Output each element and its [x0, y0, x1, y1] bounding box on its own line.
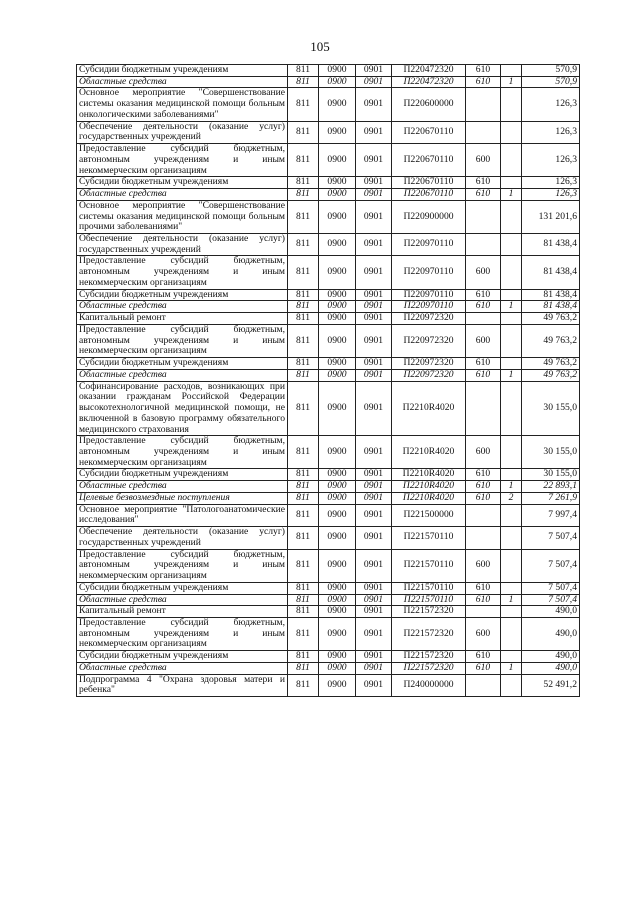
- row-section-code: 0900: [319, 301, 356, 313]
- table-row: [77, 369, 580, 381]
- row-expense-type: [466, 381, 501, 436]
- row-target-article: П221500000: [392, 504, 466, 526]
- row-amount: 126,3: [522, 189, 580, 201]
- row-funding-source: 2: [501, 492, 522, 504]
- row-amount: 22 893,1: [522, 481, 580, 493]
- row-name: Областные средства: [77, 481, 288, 493]
- row-expense-type: [466, 527, 501, 549]
- table-row: [77, 301, 580, 313]
- row-ministry-code: 811: [288, 189, 319, 201]
- table-row: [77, 469, 580, 481]
- row-expense-type: 600: [466, 144, 501, 177]
- table-row: [77, 527, 580, 549]
- row-funding-source: [501, 234, 522, 256]
- row-ministry-code: 811: [288, 177, 319, 189]
- table-row: [77, 88, 580, 121]
- row-section-code: 0900: [319, 313, 356, 325]
- row-funding-source: [501, 324, 522, 357]
- table-row: [77, 324, 580, 357]
- row-funding-source: [501, 88, 522, 121]
- table-row: [77, 549, 580, 582]
- row-ministry-code: 811: [288, 594, 319, 606]
- row-expense-type: 610: [466, 358, 501, 370]
- row-funding-source: [501, 200, 522, 233]
- row-name: Капитальный ремонт: [77, 313, 288, 325]
- row-subsection-code: 0901: [356, 606, 392, 618]
- row-subsection-code: 0901: [356, 324, 392, 357]
- table-row: [77, 617, 580, 650]
- row-subsection-code: 0901: [356, 76, 392, 88]
- row-funding-source: [501, 177, 522, 189]
- row-target-article: П221572320: [392, 617, 466, 650]
- row-ministry-code: 811: [288, 88, 319, 121]
- row-subsection-code: 0901: [356, 301, 392, 313]
- row-funding-source: [501, 381, 522, 436]
- row-section-code: 0900: [319, 121, 356, 143]
- row-ministry-code: 811: [288, 549, 319, 582]
- row-ministry-code: 811: [288, 256, 319, 289]
- row-funding-source: [501, 527, 522, 549]
- row-name: Обеспечение деятельности (оказание услуг) государственных учреждений: [77, 234, 288, 256]
- row-name: Целевые безвозмездные поступления: [77, 492, 288, 504]
- row-target-article: П221570110: [392, 594, 466, 606]
- row-section-code: 0900: [319, 234, 356, 256]
- row-funding-source: [501, 651, 522, 663]
- row-subsection-code: 0901: [356, 381, 392, 436]
- row-funding-source: 1: [501, 369, 522, 381]
- row-target-article: П220900000: [392, 200, 466, 233]
- row-name: Областные средства: [77, 76, 288, 88]
- row-subsection-code: 0901: [356, 504, 392, 526]
- row-ministry-code: 811: [288, 662, 319, 674]
- row-section-code: 0900: [319, 88, 356, 121]
- row-funding-source: [501, 617, 522, 650]
- row-amount: 7 997,4: [522, 504, 580, 526]
- row-amount: 570,9: [522, 65, 580, 77]
- row-section-code: 0900: [319, 527, 356, 549]
- row-ministry-code: 811: [288, 301, 319, 313]
- row-expense-type: 610: [466, 469, 501, 481]
- row-amount: 131 201,6: [522, 200, 580, 233]
- table-row: [77, 76, 580, 88]
- row-section-code: 0900: [319, 582, 356, 594]
- table-row: [77, 234, 580, 256]
- row-ministry-code: 811: [288, 469, 319, 481]
- row-ministry-code: 811: [288, 234, 319, 256]
- row-subsection-code: 0901: [356, 289, 392, 301]
- row-subsection-code: 0901: [356, 651, 392, 663]
- row-name: Субсидии бюджетным учреждениям: [77, 469, 288, 481]
- row-subsection-code: 0901: [356, 88, 392, 121]
- row-section-code: 0900: [319, 369, 356, 381]
- row-target-article: П221572320: [392, 662, 466, 674]
- row-ministry-code: 811: [288, 651, 319, 663]
- row-target-article: П2210R4020: [392, 436, 466, 469]
- row-ministry-code: 811: [288, 582, 319, 594]
- row-name: Субсидии бюджетным учреждениям: [77, 358, 288, 370]
- row-name: Субсидии бюджетным учреждениям: [77, 582, 288, 594]
- row-subsection-code: 0901: [356, 549, 392, 582]
- row-amount: 7 507,4: [522, 549, 580, 582]
- row-expense-type: 610: [466, 189, 501, 201]
- row-section-code: 0900: [319, 549, 356, 582]
- row-expense-type: [466, 606, 501, 618]
- row-section-code: 0900: [319, 289, 356, 301]
- row-target-article: П220670110: [392, 121, 466, 143]
- row-expense-type: 610: [466, 481, 501, 493]
- table-row: [77, 436, 580, 469]
- row-funding-source: [501, 469, 522, 481]
- row-expense-type: 610: [466, 594, 501, 606]
- row-funding-source: [501, 144, 522, 177]
- row-amount: 49 763,2: [522, 358, 580, 370]
- row-name: Субсидии бюджетным учреждениям: [77, 177, 288, 189]
- table-row: [77, 481, 580, 493]
- row-section-code: 0900: [319, 617, 356, 650]
- row-section-code: 0900: [319, 177, 356, 189]
- row-name: Обеспечение деятельности (оказание услуг) государственных учреждений: [77, 121, 288, 143]
- row-expense-type: [466, 674, 501, 696]
- row-target-article: П220970110: [392, 256, 466, 289]
- row-name: Предоставление субсидий бюджетным, автономным учреждениям и иным некоммерческим организациям: [77, 436, 288, 469]
- row-target-article: П2210R4020: [392, 469, 466, 481]
- row-ministry-code: 811: [288, 381, 319, 436]
- table-row: [77, 606, 580, 618]
- row-funding-source: [501, 289, 522, 301]
- row-ministry-code: 811: [288, 527, 319, 549]
- row-expense-type: [466, 313, 501, 325]
- row-target-article: П220670110: [392, 144, 466, 177]
- row-section-code: 0900: [319, 436, 356, 469]
- row-amount: 7 261,9: [522, 492, 580, 504]
- row-target-article: П220670110: [392, 177, 466, 189]
- row-expense-type: 610: [466, 65, 501, 77]
- row-funding-source: [501, 313, 522, 325]
- row-funding-source: [501, 121, 522, 143]
- row-target-article: П220972320: [392, 324, 466, 357]
- row-subsection-code: 0901: [356, 121, 392, 143]
- row-expense-type: [466, 121, 501, 143]
- row-funding-source: 1: [501, 189, 522, 201]
- row-target-article: П220600000: [392, 88, 466, 121]
- row-ministry-code: 811: [288, 674, 319, 696]
- row-name: Капитальный ремонт: [77, 606, 288, 618]
- row-target-article: П220972320: [392, 313, 466, 325]
- row-target-article: П240000000: [392, 674, 466, 696]
- row-subsection-code: 0901: [356, 369, 392, 381]
- row-subsection-code: 0901: [356, 594, 392, 606]
- row-target-article: П221572320: [392, 651, 466, 663]
- row-ministry-code: 811: [288, 144, 319, 177]
- table-row: [77, 358, 580, 370]
- row-expense-type: 600: [466, 256, 501, 289]
- table-row: [77, 256, 580, 289]
- row-amount: 490,0: [522, 651, 580, 663]
- row-target-article: П220670110: [392, 189, 466, 201]
- row-target-article: П221570110: [392, 527, 466, 549]
- row-section-code: 0900: [319, 492, 356, 504]
- row-name: Основное мероприятие "Совершенствование системы оказания медицинской помощи больным онкологическими заболеваниями": [77, 88, 288, 121]
- row-ministry-code: 811: [288, 313, 319, 325]
- row-ministry-code: 811: [288, 492, 319, 504]
- row-expense-type: [466, 504, 501, 526]
- row-name: Предоставление субсидий бюджетным, автономным учреждениям и иным некоммерческим организациям: [77, 324, 288, 357]
- row-section-code: 0900: [319, 189, 356, 201]
- row-expense-type: 600: [466, 617, 501, 650]
- row-name: Областные средства: [77, 369, 288, 381]
- row-amount: 126,3: [522, 177, 580, 189]
- row-funding-source: 1: [501, 301, 522, 313]
- row-section-code: 0900: [319, 481, 356, 493]
- row-section-code: 0900: [319, 594, 356, 606]
- row-subsection-code: 0901: [356, 481, 392, 493]
- row-amount: 490,0: [522, 662, 580, 674]
- row-amount: 126,3: [522, 88, 580, 121]
- budget-table: [76, 64, 580, 697]
- table-row: [77, 189, 580, 201]
- row-section-code: 0900: [319, 324, 356, 357]
- row-target-article: П220972320: [392, 358, 466, 370]
- row-target-article: П220472320: [392, 65, 466, 77]
- row-subsection-code: 0901: [356, 674, 392, 696]
- row-funding-source: [501, 504, 522, 526]
- table-row: [77, 504, 580, 526]
- table-row: [77, 289, 580, 301]
- row-subsection-code: 0901: [356, 662, 392, 674]
- row-expense-type: 610: [466, 582, 501, 594]
- row-subsection-code: 0901: [356, 177, 392, 189]
- row-section-code: 0900: [319, 256, 356, 289]
- table-row: [77, 65, 580, 77]
- row-name: Софинансирование расходов, возникающих при оказании гражданам Российской Федерации высокотехнологичной медицинской помощи, не включенной в базовую программу обязательного медицинского страхования: [77, 381, 288, 436]
- row-expense-type: [466, 200, 501, 233]
- table-row: [77, 594, 580, 606]
- row-target-article: П221570110: [392, 582, 466, 594]
- row-section-code: 0900: [319, 65, 356, 77]
- row-target-article: П221572320: [392, 606, 466, 618]
- row-name: Подпрограмма 4 "Охрана здоровья матери и ребенка": [77, 674, 288, 696]
- row-funding-source: [501, 65, 522, 77]
- row-amount: 49 763,2: [522, 324, 580, 357]
- row-subsection-code: 0901: [356, 492, 392, 504]
- row-target-article: П221570110: [392, 549, 466, 582]
- row-amount: 126,3: [522, 121, 580, 143]
- row-ministry-code: 811: [288, 504, 319, 526]
- table-row: [77, 674, 580, 696]
- row-amount: 30 155,0: [522, 469, 580, 481]
- row-name: Субсидии бюджетным учреждениям: [77, 651, 288, 663]
- row-target-article: П220970110: [392, 301, 466, 313]
- row-funding-source: [501, 549, 522, 582]
- table-row: [77, 381, 580, 436]
- row-section-code: 0900: [319, 504, 356, 526]
- row-subsection-code: 0901: [356, 582, 392, 594]
- row-target-article: П2210R4020: [392, 481, 466, 493]
- row-funding-source: 1: [501, 662, 522, 674]
- row-section-code: 0900: [319, 144, 356, 177]
- row-section-code: 0900: [319, 651, 356, 663]
- row-ministry-code: 811: [288, 369, 319, 381]
- row-amount: 49 763,2: [522, 313, 580, 325]
- row-ministry-code: 811: [288, 606, 319, 618]
- table-row: [77, 651, 580, 663]
- row-ministry-code: 811: [288, 65, 319, 77]
- table-row: [77, 121, 580, 143]
- row-funding-source: 1: [501, 594, 522, 606]
- row-amount: 7 507,4: [522, 527, 580, 549]
- row-name: Субсидии бюджетным учреждениям: [77, 289, 288, 301]
- row-expense-type: [466, 88, 501, 121]
- row-expense-type: 610: [466, 662, 501, 674]
- row-name: Областные средства: [77, 189, 288, 201]
- row-amount: 81 438,4: [522, 256, 580, 289]
- row-funding-source: [501, 256, 522, 289]
- row-name: Областные средства: [77, 301, 288, 313]
- row-amount: 490,0: [522, 606, 580, 618]
- row-subsection-code: 0901: [356, 358, 392, 370]
- row-subsection-code: 0901: [356, 617, 392, 650]
- row-expense-type: 610: [466, 289, 501, 301]
- row-funding-source: [501, 436, 522, 469]
- row-expense-type: 610: [466, 301, 501, 313]
- row-subsection-code: 0901: [356, 256, 392, 289]
- table-row: [77, 582, 580, 594]
- table-row: [77, 492, 580, 504]
- row-subsection-code: 0901: [356, 189, 392, 201]
- row-expense-type: 600: [466, 436, 501, 469]
- row-section-code: 0900: [319, 358, 356, 370]
- row-section-code: 0900: [319, 200, 356, 233]
- row-ministry-code: 811: [288, 200, 319, 233]
- row-section-code: 0900: [319, 606, 356, 618]
- row-ministry-code: 811: [288, 76, 319, 88]
- row-expense-type: 600: [466, 324, 501, 357]
- row-name: Областные средства: [77, 594, 288, 606]
- row-expense-type: 610: [466, 177, 501, 189]
- row-section-code: 0900: [319, 76, 356, 88]
- page-number: 105: [310, 39, 330, 54]
- row-name: Предоставление субсидий бюджетным, автономным учреждениям и иным некоммерческим организациям: [77, 256, 288, 289]
- row-subsection-code: 0901: [356, 313, 392, 325]
- row-target-article: П220472320: [392, 76, 466, 88]
- row-name: Основное мероприятие "Совершенствование системы оказания медицинской помощи больным прочими заболеваниями": [77, 200, 288, 233]
- row-expense-type: 610: [466, 492, 501, 504]
- row-amount: 126,3: [522, 144, 580, 177]
- row-ministry-code: 811: [288, 289, 319, 301]
- row-subsection-code: 0901: [356, 144, 392, 177]
- row-name: Субсидии бюджетным учреждениям: [77, 65, 288, 77]
- row-name: Областные средства: [77, 662, 288, 674]
- row-subsection-code: 0901: [356, 527, 392, 549]
- row-funding-source: [501, 606, 522, 618]
- row-section-code: 0900: [319, 662, 356, 674]
- row-subsection-code: 0901: [356, 65, 392, 77]
- row-expense-type: [466, 234, 501, 256]
- row-name: Предоставление субсидий бюджетным, автономным учреждениям и иным некоммерческим организациям: [77, 617, 288, 650]
- row-section-code: 0900: [319, 674, 356, 696]
- row-ministry-code: 811: [288, 121, 319, 143]
- table-row: [77, 200, 580, 233]
- row-ministry-code: 811: [288, 358, 319, 370]
- row-subsection-code: 0901: [356, 436, 392, 469]
- row-subsection-code: 0901: [356, 234, 392, 256]
- row-amount: 570,9: [522, 76, 580, 88]
- row-amount: 81 438,4: [522, 289, 580, 301]
- row-funding-source: [501, 582, 522, 594]
- row-target-article: П2210R4020: [392, 381, 466, 436]
- row-amount: 81 438,4: [522, 301, 580, 313]
- row-target-article: П220970110: [392, 289, 466, 301]
- row-name: Предоставление субсидий бюджетным, автономным учреждениям и иным некоммерческим организациям: [77, 549, 288, 582]
- row-ministry-code: 811: [288, 617, 319, 650]
- row-expense-type: 610: [466, 76, 501, 88]
- row-expense-type: 610: [466, 369, 501, 381]
- row-amount: 30 155,0: [522, 436, 580, 469]
- row-funding-source: 1: [501, 481, 522, 493]
- table-row: [77, 144, 580, 177]
- table-row: [77, 662, 580, 674]
- row-ministry-code: 811: [288, 324, 319, 357]
- row-section-code: 0900: [319, 381, 356, 436]
- row-amount: 490,0: [522, 617, 580, 650]
- row-target-article: П220970110: [392, 234, 466, 256]
- row-name: Предоставление субсидий бюджетным, автономным учреждениям и иным некоммерческим организациям: [77, 144, 288, 177]
- row-ministry-code: 811: [288, 436, 319, 469]
- row-expense-type: 610: [466, 651, 501, 663]
- row-name: Основное мероприятие "Патологоанатомические исследования": [77, 504, 288, 526]
- row-expense-type: 600: [466, 549, 501, 582]
- row-amount: 81 438,4: [522, 234, 580, 256]
- row-section-code: 0900: [319, 469, 356, 481]
- row-funding-source: 1: [501, 76, 522, 88]
- table-row: [77, 177, 580, 189]
- row-amount: 49 763,2: [522, 369, 580, 381]
- row-funding-source: [501, 674, 522, 696]
- row-amount: 7 507,4: [522, 582, 580, 594]
- row-subsection-code: 0901: [356, 200, 392, 233]
- row-subsection-code: 0901: [356, 469, 392, 481]
- row-target-article: П220972320: [392, 369, 466, 381]
- row-target-article: П2210R4020: [392, 492, 466, 504]
- row-funding-source: [501, 358, 522, 370]
- row-name: Обеспечение деятельности (оказание услуг) государственных учреждений: [77, 527, 288, 549]
- row-amount: 52 491,2: [522, 674, 580, 696]
- row-amount: 7 507,4: [522, 594, 580, 606]
- row-ministry-code: 811: [288, 481, 319, 493]
- row-amount: 30 155,0: [522, 381, 580, 436]
- table-row: [77, 313, 580, 325]
